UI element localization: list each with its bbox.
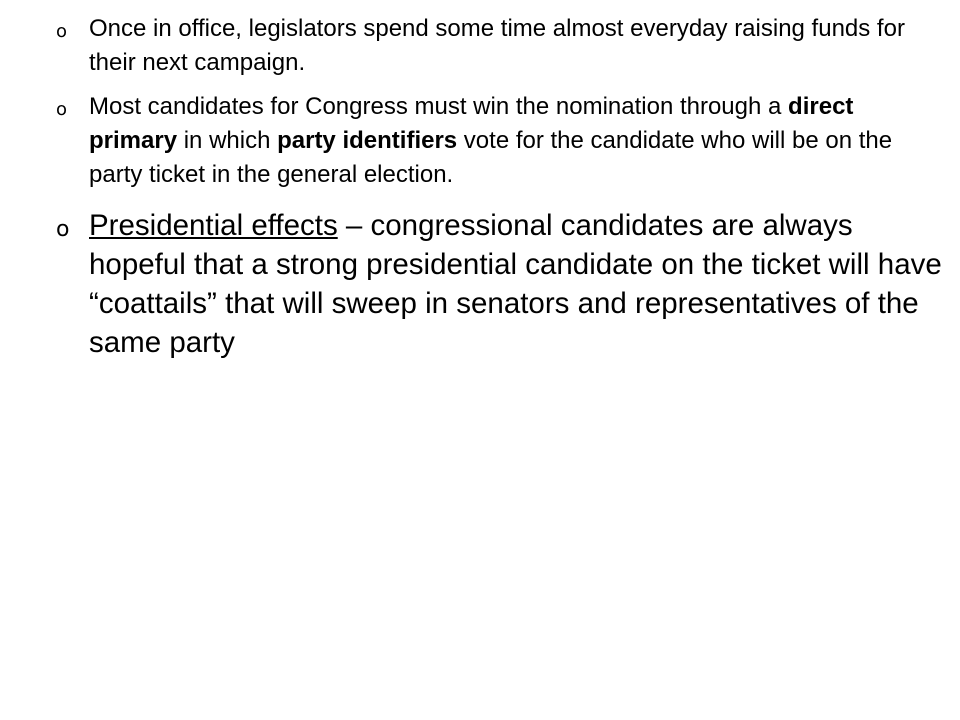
term-party-identifiers: party identifiers bbox=[277, 127, 458, 154]
bullet-item-fundraising bbox=[56, 12, 946, 80]
bullet-marker-icon: o bbox=[56, 99, 68, 120]
bullet-item-direct-primary bbox=[56, 90, 946, 192]
bullet-text bbox=[89, 206, 946, 362]
bullet-text: Once in office, legislators spend some time almost everyday raising funds for their next campaign. bbox=[89, 15, 905, 76]
bullet-item-presidential-effects bbox=[56, 206, 946, 362]
bullet-text bbox=[89, 90, 946, 192]
text-segment: Most candidates for Congress must win the nomination through a bbox=[89, 93, 789, 120]
text-segment: – congressional candidates are always hopeful that a strong presidential candidate on the ticket will have “coattails” that will sweep in senators and representatives of the same party bbox=[89, 209, 942, 359]
bullet-marker-icon: o bbox=[56, 217, 70, 242]
term-direct-primary: direct primary bbox=[89, 93, 854, 154]
term-presidential-effects: Presidential effects bbox=[89, 209, 338, 242]
text-segment: in which bbox=[177, 127, 278, 154]
bullet-list bbox=[56, 12, 946, 362]
bullet-marker-icon: o bbox=[56, 21, 68, 42]
text-segment: vote for the candidate who will be on the party ticket in the general election. bbox=[89, 127, 893, 188]
